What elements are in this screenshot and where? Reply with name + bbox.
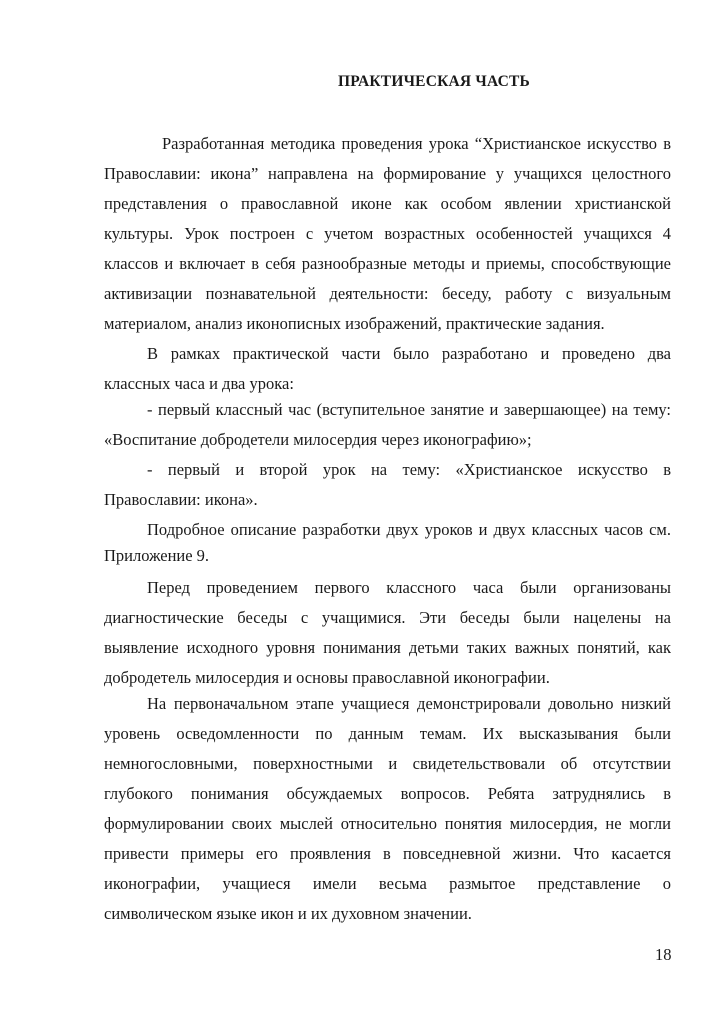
text-line: В рамках практической части было разработано и проведено два (147, 344, 671, 363)
text-line: добродетель милосердия и основы православной иконографии. (104, 668, 550, 687)
text-line: диагностические беседы с учащимися. Эти беседы были нацелены на (104, 608, 671, 627)
section-heading: ПРАКТИЧЕСКАЯ ЧАСТЬ (338, 73, 530, 90)
text-line: классных часа и два урока: (104, 374, 294, 393)
text-line: культуры. Урок построен с учетом возрастных особенностей учащихся 4 (104, 224, 671, 243)
text-line: Православии: икона” направлена на формирование у учащихся целостного (104, 164, 671, 183)
text-line: символическом языке икон и их духовном значении. (104, 904, 472, 923)
text-line: выявление исходного уровня понимания детьми таких важных понятий, как (104, 638, 671, 657)
text-line: Православии: икона». (104, 490, 258, 509)
text-line: Перед проведением первого классного часа были организованы (147, 578, 671, 597)
text-line: немногословными, поверхностными и свидетельствовали об отсутствии (104, 754, 671, 773)
text-line: уровень осведомленности по данным темам. Их высказывания были (104, 724, 671, 743)
text-line: Подробное описание разработки двух уроков и двух классных часов см. (147, 520, 671, 539)
text-line: привести примеры его проявления в повседневной жизни. Что касается (104, 844, 671, 863)
text-line: иконографии, учащиеся имели весьма размытое представление о (104, 874, 671, 893)
text-line: - первый и второй урок на тему: «Христианское искусство в (147, 460, 671, 479)
text-line: - первый классный час (вступительное занятие и завершающее) на тему: (147, 400, 671, 419)
text-line: глубокого понимания обсуждаемых вопросов. Ребята затруднялись в (104, 784, 671, 803)
text-line: представления о православной иконе как особом явлении христианской (104, 194, 671, 213)
text-line: классов и включает в себя разнообразные методы и приемы, способствующие (104, 254, 671, 273)
text-line: «Воспитание добродетели милосердия через иконографию»; (104, 430, 532, 449)
text-line: активизации познавательной деятельности: беседу, работу с визуальным (104, 284, 671, 303)
text-line: На первоначальном этапе учащиеся демонстрировали довольно низкий (147, 694, 671, 713)
text-line: материалом, анализ иконописных изображений, практические задания. (104, 314, 605, 333)
text-line: Приложение 9. (104, 546, 210, 565)
text-line: формулировании своих мыслей относительно понятия милосердия, не могли (104, 814, 671, 833)
page-number: 18 (655, 945, 672, 964)
text-line: Разработанная методика проведения урока “Христианское искусство в (162, 134, 671, 153)
